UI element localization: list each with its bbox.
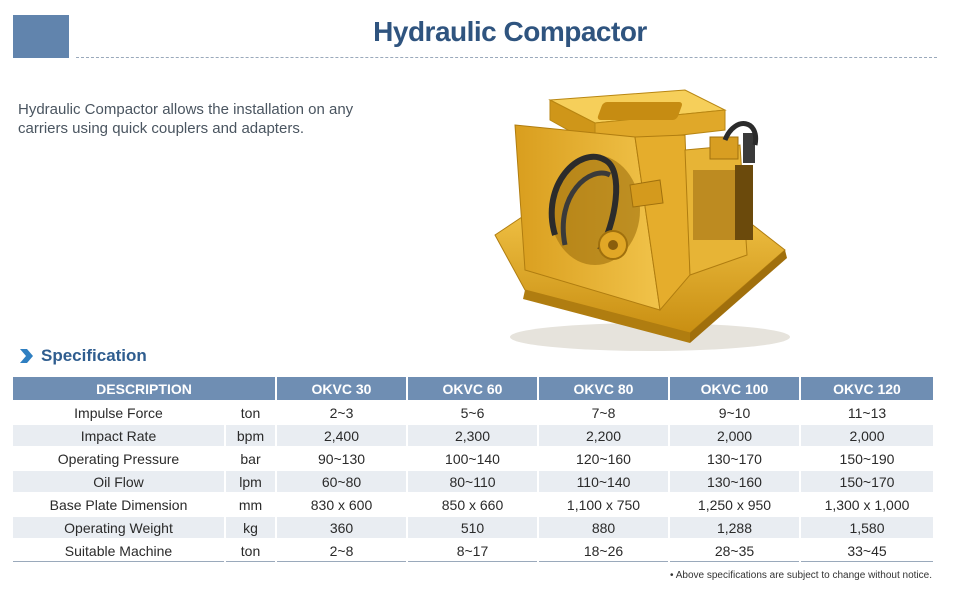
table-cell: 510 (407, 516, 538, 539)
table-cell: 18~26 (538, 539, 669, 562)
row-unit: ton (225, 539, 276, 562)
table-cell: 880 (538, 516, 669, 539)
table-cell: 2~8 (276, 539, 407, 562)
row-unit: mm (225, 493, 276, 516)
table-cell: 850 x 660 (407, 493, 538, 516)
row-unit: bpm (225, 424, 276, 447)
table-cell: 1,300 x 1,000 (800, 493, 933, 516)
table-cell: 110~140 (538, 470, 669, 493)
spec-heading (17, 345, 147, 367)
table-cell: 2,200 (538, 424, 669, 447)
table-cell: 28~35 (669, 539, 800, 562)
table-cell: 60~80 (276, 470, 407, 493)
table-row (13, 424, 933, 447)
header-accent-block (13, 15, 69, 58)
table-cell: 100~140 (407, 447, 538, 470)
table-cell: 150~170 (800, 470, 933, 493)
table-cell: 2,400 (276, 424, 407, 447)
table-cell: 130~170 (669, 447, 800, 470)
table-cell: 1,288 (669, 516, 800, 539)
row-unit: kg (225, 516, 276, 539)
intro-text: Hydraulic Compactor allows the installation on any carriers using quick couplers and adapters. (18, 101, 354, 137)
table-cell: 150~190 (800, 447, 933, 470)
model-header: OKVC 30 (276, 377, 407, 401)
table-header-row (13, 377, 933, 401)
table-row (13, 516, 933, 539)
table-cell: 2,000 (669, 424, 800, 447)
row-unit: ton (225, 401, 276, 424)
table-cell: 8~17 (407, 539, 538, 562)
table-cell: 7~8 (538, 401, 669, 424)
table-cell: 120~160 (538, 447, 669, 470)
row-label: Operating Pressure (13, 447, 225, 470)
table-cell: 11~13 (800, 401, 933, 424)
table-cell: 1,580 (800, 516, 933, 539)
row-unit: bar (225, 447, 276, 470)
table-row (13, 493, 933, 516)
table-cell: 1,250 x 950 (669, 493, 800, 516)
table-cell: 2,000 (800, 424, 933, 447)
model-header: OKVC 60 (407, 377, 538, 401)
table-cell: 33~45 (800, 539, 933, 562)
row-label: Suitable Machine (13, 539, 225, 562)
hydraulic-compactor-image (485, 75, 805, 360)
row-unit: lpm (225, 470, 276, 493)
row-label: Base Plate Dimension (13, 493, 225, 516)
row-label: Impulse Force (13, 401, 225, 424)
model-header: OKVC 100 (669, 377, 800, 401)
row-label: Impact Rate (13, 424, 225, 447)
chevron-right-icon (17, 347, 35, 365)
row-label: Operating Weight (13, 516, 225, 539)
table-cell: 2~3 (276, 401, 407, 424)
table-cell: 360 (276, 516, 407, 539)
table-cell: 80~110 (407, 470, 538, 493)
page-title: Hydraulic Compactor (373, 16, 647, 47)
table-cell: 1,100 x 750 (538, 493, 669, 516)
table-cell: 5~6 (407, 401, 538, 424)
row-label: Oil Flow (13, 470, 225, 493)
disclaimer-note: • Above specifications are subject to change without notice. (670, 570, 932, 581)
model-header: OKVC 120 (800, 377, 933, 401)
table-row (13, 470, 933, 493)
table-row (13, 447, 933, 470)
table-row (13, 401, 933, 424)
spec-title: Specification (41, 346, 147, 365)
specification-table (13, 377, 933, 562)
table-cell: 130~160 (669, 470, 800, 493)
table-row (13, 539, 933, 562)
description-header: DESCRIPTION (13, 377, 276, 401)
table-cell: 90~130 (276, 447, 407, 470)
table-cell: 830 x 600 (276, 493, 407, 516)
table-cell: 9~10 (669, 401, 800, 424)
model-header: OKVC 80 (538, 377, 669, 401)
table-cell: 2,300 (407, 424, 538, 447)
header-divider (76, 57, 937, 58)
